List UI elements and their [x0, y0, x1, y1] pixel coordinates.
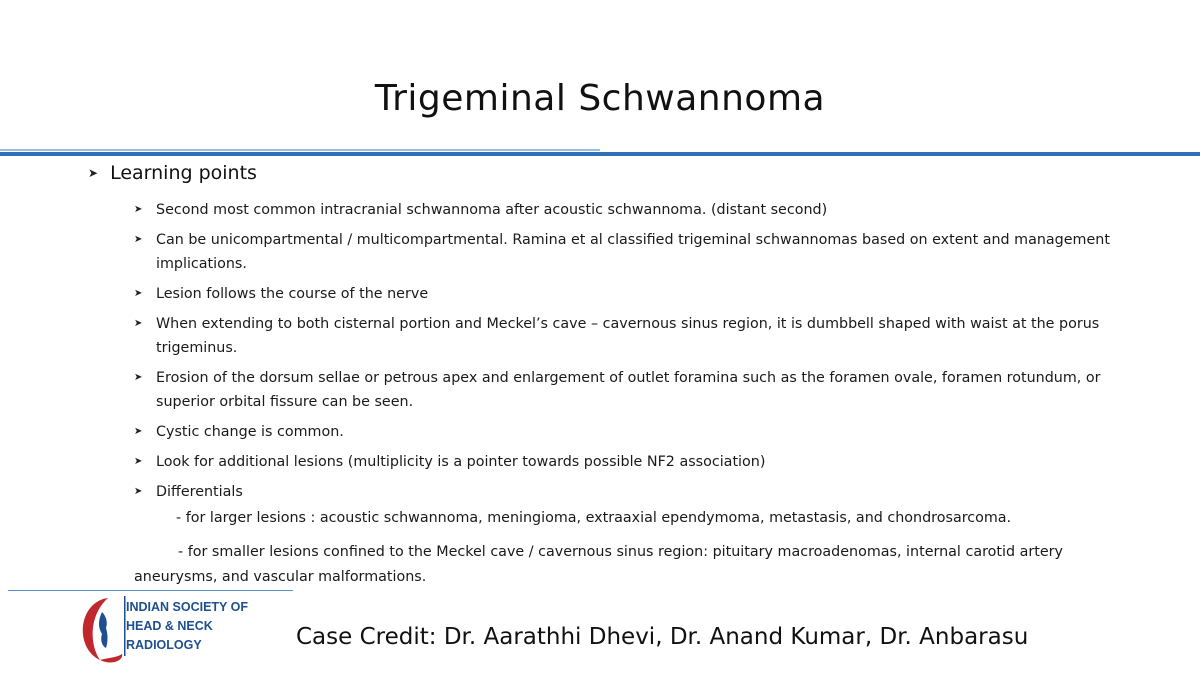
arrow-bullet-icon: ➤	[88, 166, 99, 180]
list-item-text: When extending to both cisternal portion and Meckel’s cave – cavernous sinus region, it is dumbbell shaped with waist at the porus trigeminus.	[156, 316, 1100, 356]
list-item	[134, 420, 1114, 444]
list-item-text: Lesion follows the course of the nerve	[156, 286, 429, 302]
logo-line-2: HEAD & NECK	[126, 619, 213, 633]
list-item	[134, 228, 1114, 276]
list-item	[134, 312, 1114, 360]
differential-larger: - for larger lesions : acoustic schwannoma, meningioma, extraaxial ependymoma, metastasis, and chondrosarcoma.	[176, 510, 1012, 526]
arrow-bullet-icon: ➤	[134, 288, 143, 299]
differential-smaller: - for smaller lesions confined to the Meckel cave / cavernous sinus region: pituitary macroadenomas, internal carotid artery aneurysms, and vascular malformations.	[134, 544, 1063, 585]
society-logo-text	[126, 598, 248, 655]
list-item	[134, 480, 1114, 504]
slide-title: Trigeminal Schwannoma	[374, 78, 826, 119]
footer-divider	[8, 590, 293, 591]
logo-line-1: INDIAN SOCIETY OF	[126, 600, 249, 614]
title-divider-highlight	[0, 149, 600, 151]
list-item-text: Erosion of the dorsum sellae or petrous apex and enlargement of outlet foramina such as the foramen ovale, foramen rotundum, or superior orbital fissure can be seen.	[156, 370, 1101, 410]
logo-line-3: RADIOLOGY	[126, 638, 202, 652]
list-item	[134, 366, 1114, 414]
list-item	[134, 198, 1114, 222]
list-item-text: Differentials	[156, 484, 243, 500]
list-item-text: Second most common intracranial schwannoma after acoustic schwannoma. (distant second)	[156, 202, 828, 218]
arrow-bullet-icon: ➤	[134, 486, 143, 497]
arrow-bullet-icon: ➤	[134, 204, 143, 215]
list-item	[134, 450, 1114, 474]
title-divider	[0, 152, 1200, 156]
arrow-bullet-icon: ➤	[134, 318, 143, 329]
case-credit: Case Credit: Dr. Aarathhi Dhevi, Dr. Anand Kumar, Dr. Anbarasu	[296, 624, 1029, 650]
section-heading	[88, 162, 257, 184]
learning-points-list	[134, 198, 1114, 510]
arrow-bullet-icon: ➤	[134, 372, 143, 383]
list-item-text: Cystic change is common.	[156, 424, 344, 440]
arrow-bullet-icon: ➤	[134, 426, 143, 437]
list-item	[134, 282, 1114, 306]
list-item-text: Look for additional lesions (multiplicity is a pointer towards possible NF2 association)	[156, 454, 766, 470]
section-heading-label: Learning points	[110, 162, 257, 184]
list-item-text: Can be unicompartmental / multicompartmental. Ramina et al classified trigeminal schwannomas based on extent and management implications.	[156, 232, 1110, 272]
arrow-bullet-icon: ➤	[134, 234, 143, 245]
arrow-bullet-icon: ➤	[134, 456, 143, 467]
